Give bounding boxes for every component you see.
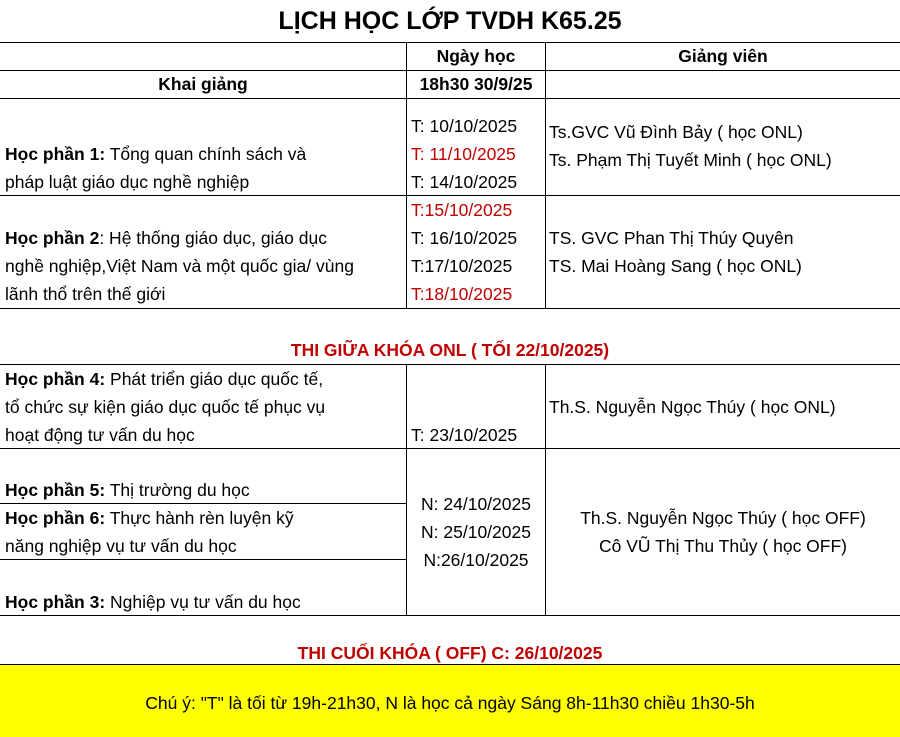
module-3-title-text: Nghiệp vụ tư vấn du học: [105, 592, 301, 612]
header-date: Ngày học: [436, 46, 516, 66]
group-lecturer-2: Cô VŨ Thị Thu Thủy ( học OFF): [599, 536, 847, 556]
module-3-title: [5, 588, 405, 616]
module-1-date-2: T: 11/10/2025: [411, 144, 516, 164]
group-date-3: N:26/10/2025: [423, 550, 529, 570]
module-3-label: Học phần 3:: [5, 592, 106, 612]
module-5-title: [5, 476, 405, 504]
module-1-date-1: T: 10/10/2025: [411, 116, 518, 136]
module-2-date-2: T: 16/10/2025: [411, 228, 518, 248]
module-6-label: Học phần 6:: [5, 508, 106, 528]
module-4-title-line1: Phát triển giáo dục quốc tế,: [105, 369, 324, 389]
module-1-date-3: T: 14/10/2025: [411, 172, 518, 192]
module-2-title: [5, 224, 405, 252]
module-2-label: Học phần 2: [5, 228, 100, 248]
module-4-title-line2: tổ chức sự kiện giáo dục quốc tế phục vụ: [5, 397, 326, 417]
note-text: Chú ý: "T" là tối từ 19h-21h30, N là học cả ngày Sáng 8h-11h30 chiều 1h30-5h: [145, 693, 755, 713]
group-date-1: N: 24/10/2025: [421, 494, 531, 514]
module-4-label: Học phần 4:: [5, 369, 106, 389]
module-4-title: [5, 365, 405, 393]
final-exam: THI CUỐI KHÓA ( OFF) C: 26/10/2025: [297, 643, 603, 663]
module-1-label: Học phần 1:: [5, 144, 106, 164]
module-5-title-text: Thị trường du học: [105, 480, 250, 500]
module-1-lecturer-1: Ts.GVC Vũ Đình Bảy ( học ONL): [549, 122, 803, 142]
group-lecturer-1: Th.S. Nguyễn Ngọc Thúy ( học OFF): [580, 508, 866, 528]
module-6-title-line1: Thực hành rèn luyện kỹ: [105, 508, 294, 528]
group-date-2: N: 25/10/2025: [421, 522, 531, 542]
module-2-lecturer-2: TS. Mai Hoàng Sang ( học ONL): [549, 256, 802, 276]
module-2-date-3: T:17/10/2025: [411, 256, 513, 276]
column-border: [545, 42, 546, 308]
module-2-title-line2: nghề nghiệp,Việt Nam và một quốc gia/ vùng: [5, 256, 354, 276]
module-6-title-line2: năng nghiệp vụ tư vấn du học: [5, 536, 237, 556]
module-2-date-4: T:18/10/2025: [411, 284, 513, 304]
opening-date: 18h30 30/9/25: [419, 74, 533, 94]
module-2-title-line1: : Hệ thống giáo dục, giáo dục: [99, 228, 327, 248]
row-border: [0, 308, 900, 309]
column-border: [545, 364, 546, 615]
module-4-title-line3: hoạt động tư vấn du học: [5, 425, 195, 445]
module-2-lecturer-1: TS. GVC Phan Thị Thúy Quyên: [549, 228, 794, 248]
module-4-lecturer: Th.S. Nguyễn Ngọc Thúy ( học ONL): [549, 397, 836, 417]
module-5-label: Học phần 5:: [5, 480, 106, 500]
module-4-date: T: 23/10/2025: [411, 425, 518, 445]
module-2-date-1: T:15/10/2025: [411, 200, 513, 220]
page-title: LỊCH HỌC LỚP TVDH K65.25: [278, 7, 622, 35]
header-lecturer: Giảng viên: [678, 46, 768, 66]
module-1-title-line1: Tổng quan chính sách và: [105, 144, 307, 164]
module-1-title: [5, 140, 405, 168]
module-1-title-line2: pháp luật giáo dục nghề nghiệp: [5, 172, 250, 192]
midterm-exam: THI GIỮA KHÓA ONL ( TỐI 22/10/2025): [290, 340, 610, 360]
module-2-title-line3: lãnh thổ trên thế giới: [5, 284, 166, 304]
module-1-lecturer-2: Ts. Phạm Thị Tuyết Minh ( học ONL): [549, 150, 832, 170]
module-6-title: [5, 504, 405, 532]
row-border: [0, 98, 900, 99]
opening-label: Khai giảng: [158, 74, 248, 94]
